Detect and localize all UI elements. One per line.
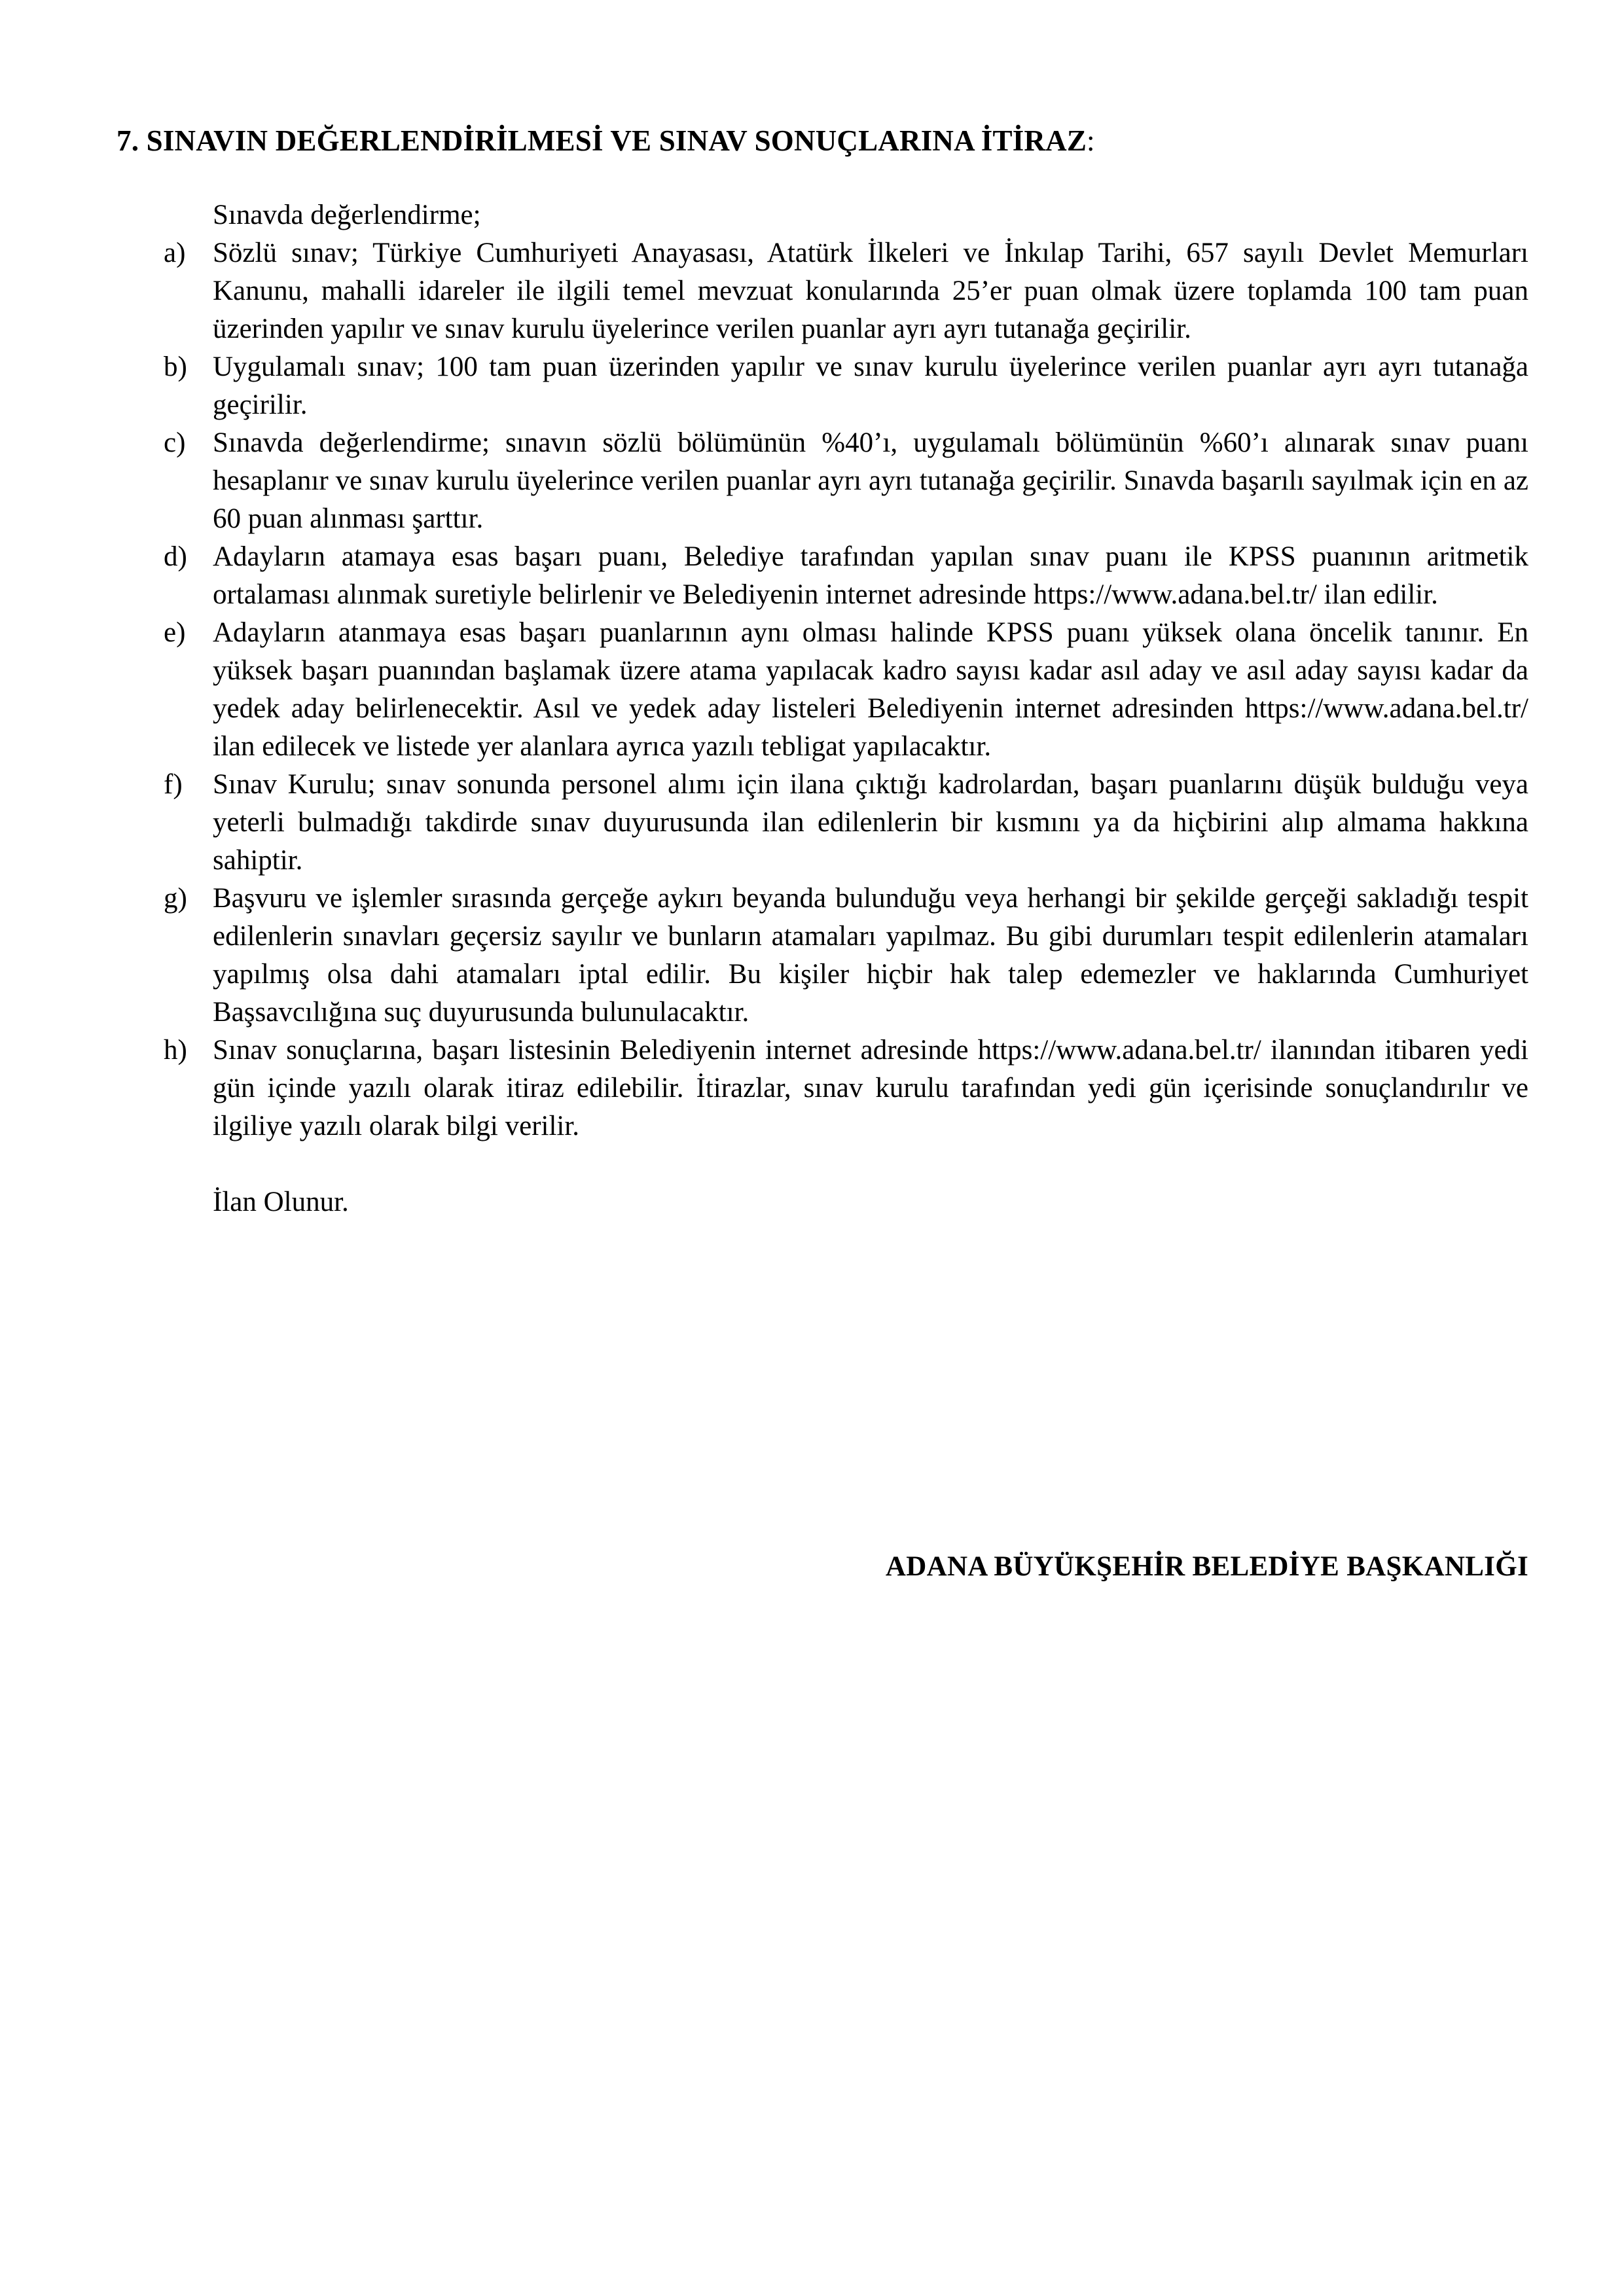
list-item xyxy=(164,234,1528,348)
list-item-text: Sözlü sınav; Türkiye Cumhuriyeti Anayasası, Atatürk İlkeleri ve İnkılap Tarihi, 657 sayılı Devlet Memurları Kanunu, mahalli idareler ile ilgili temel mevzuat konularında 25’er puan olmak üzere toplamda 100 tam puan üzerinden yapılır ve sınav kurulu üyelerince verilen puanlar ayrı ayrı tutanağa geçirilir. xyxy=(213,238,1528,344)
list-item-marker: a) xyxy=(164,238,186,268)
list-item xyxy=(164,538,1528,614)
list-item-marker: h) xyxy=(164,1035,187,1066)
list-item-text: Adayların atanmaya esas başarı puanlarının aynı olması halinde KPSS puanı yüksek olana öncelik tanınır. En yüksek başarı puanından başlamak üzere atama yapılacak kadro sayısı kadar asıl aday ve asıl aday sayısı kadar da yedek aday belirlenecektir. Asıl ve yedek aday listeleri Belediyenin internet adresinden https://www.adana.bel.tr/ ilan edilecek ve listede yer alanlara ayrıca yazılı tebligat yapılacaktır. xyxy=(213,617,1528,762)
list-item-marker: g) xyxy=(164,883,187,914)
list-item-text: Sınav Kurulu; sınav sonunda personel alımı için ilana çıktığı kadrolardan, başarı puanlarını düşük bulduğu veya yeterli bulmadığı takdirde sınav duyurusunda ilan edilenlerin bir kısmını ya da hiçbirini alıp almama hakkına sahiptir. xyxy=(213,769,1528,876)
list-item-marker: b) xyxy=(164,351,187,382)
document-body xyxy=(164,196,1528,1221)
list-item-marker: f) xyxy=(164,769,183,800)
list-item-text: Adayların atamaya esas başarı puanı, Belediye tarafından yapılan sınav puanı ile KPSS puanının aritmetik ortalaması alınmak suretiyle belirlenir ve Belediyenin internet adresinde https://www.adana.bel.tr/ ilan edilir. xyxy=(213,541,1528,610)
list-item xyxy=(164,348,1528,424)
closing-line: İlan Olunur. xyxy=(213,1187,349,1217)
list-item xyxy=(164,766,1528,880)
list-item-marker: c) xyxy=(164,427,186,458)
list-item xyxy=(164,614,1528,766)
page-title-text: 7. SINAVIN DEĞERLENDİRİLMESİ VE SINAV SONUÇLARINA İTİRAZ xyxy=(117,124,1087,157)
signature-line: ADANA BÜYÜKŞEHİR BELEDİYE BAŞKANLIĞI xyxy=(885,1551,1528,1582)
list-item-marker: e) xyxy=(164,617,186,648)
list-item-text: Sınavda değerlendirme; sınavın sözlü bölümünün %40’ı, uygulamalı bölümünün %60’ı alınarak sınav puanı hesaplanır ve sınav kurulu üyelerince verilen puanlar ayrı ayrı tutanağa geçirilir. Sınavda başarılı sayılmak için en az 60 puan alınması şarttır. xyxy=(213,427,1528,534)
lead-line: Sınavda değerlendirme; xyxy=(213,200,481,230)
list-item xyxy=(164,880,1528,1031)
list-item-text: Uygulamalı sınav; 100 tam puan üzerinden yapılır ve sınav kurulu üyelerince verilen puanlar ayrı ayrı tutanağa geçirilir. xyxy=(213,351,1528,420)
page-title-colon: : xyxy=(1087,124,1095,157)
clause-list xyxy=(164,234,1528,1145)
list-item-text: Sınav sonuçlarına, başarı listesinin Belediyenin internet adresinde https://www.adana.bel.tr/ ilanından itibaren yedi gün içinde yazılı olarak itiraz edilebilir. İtirazlar, sınav kurulu tarafından yedi gün içerisinde sonuçlandırılır ve ilgiliye yazılı olarak bilgi verilir. xyxy=(213,1035,1528,1141)
list-item xyxy=(164,424,1528,538)
list-item xyxy=(164,1031,1528,1145)
page-title xyxy=(117,122,1530,160)
list-item-marker: d) xyxy=(164,541,187,572)
list-item-text: Başvuru ve işlemler sırasında gerçeğe aykırı beyanda bulunduğu veya herhangi bir şekilde gerçeği sakladığı tespit edilenlerin sınavları geçersiz sayılır ve bunların atamaları yapılmaz. Bu gibi durumları tespit edilenlerin atamaları yapılmış olsa dahi atamaları iptal edilir. Bu kişiler hiçbir hak talep edemezler ve haklarında Cumhuriyet Başsavcılığına suç duyurusunda bulunulacaktır. xyxy=(213,883,1528,1028)
